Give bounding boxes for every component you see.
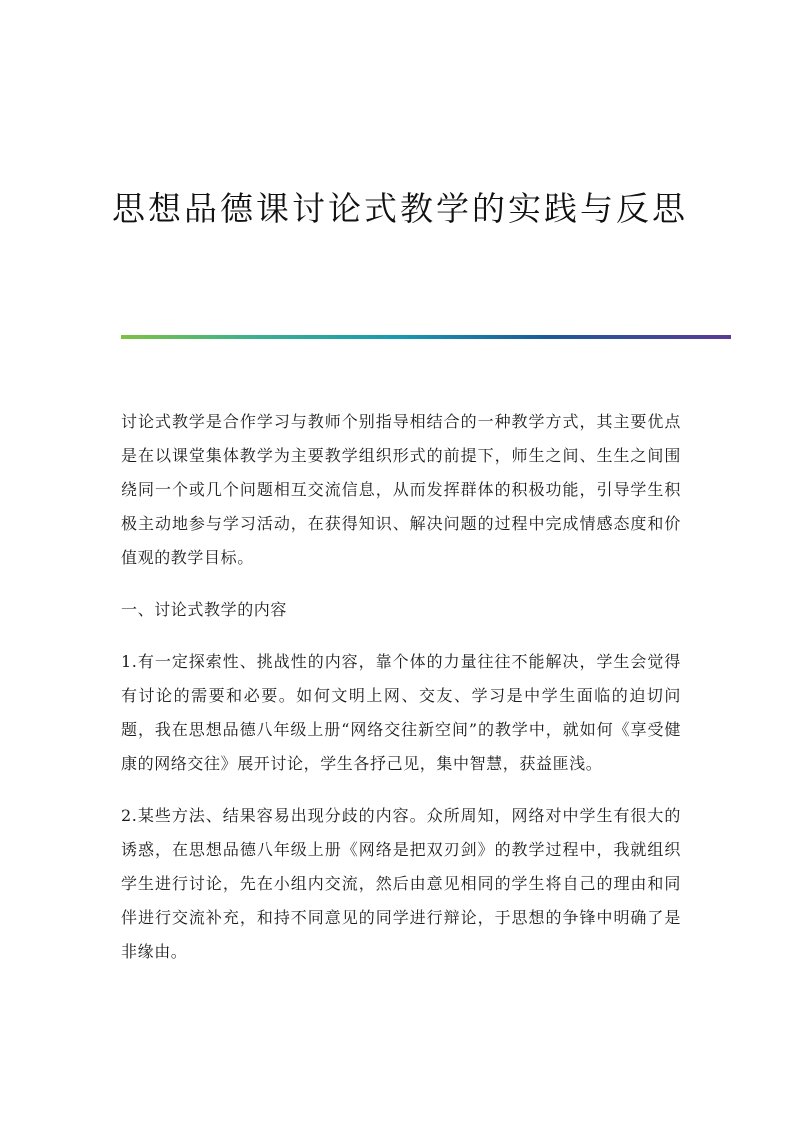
intro-paragraph: 讨论式教学是合作学习与教师个别指导相结合的一种教学方式，其主要优点是在以课堂集体教学为主要教学组织形式的前提下，师生之间、生生之间围绕同一个或几个问题相互交流信息，从而发挥群体的积极功能，引导学生积极主动地参与学习活动，在获得知识、解决问题的过程中完成情感态度和价值观的教学目标。 (121, 412, 681, 567)
document-body (121, 405, 681, 987)
page-title: 思想品德课讨论式教学的实践与反思 (112, 189, 688, 228)
point-1-paragraph: 1.有一定探索性、挑战性的内容，靠个体的力量往往不能解决，学生会觉得有讨论的需要和必要。如何文明上网、交友、学习是中学生面临的迫切问题，我在思想品德八年级上册“网络交往新空间”的教学中，就如何《享受健康的网络交往》展开讨论，学生各抒己见，集中智慧，获益匪浅。 (121, 652, 681, 773)
point-2-paragraph: 2.某些方法、结果容易出现分歧的内容。众所周知，网络对中学生有很大的诱惑，在思想品德八年级上册《网络是把双刃剑》的教学过程中，我就组织学生进行讨论，先在小组内交流，然后由意见相同的学生将自己的理由和同伴进行交流补充，和持不同意见的同学进行辩论，于思想的争锋中明确了是非缘由。 (121, 806, 681, 961)
section-heading: 一、讨论式教学的内容 (121, 600, 288, 619)
gradient-divider (121, 335, 731, 339)
